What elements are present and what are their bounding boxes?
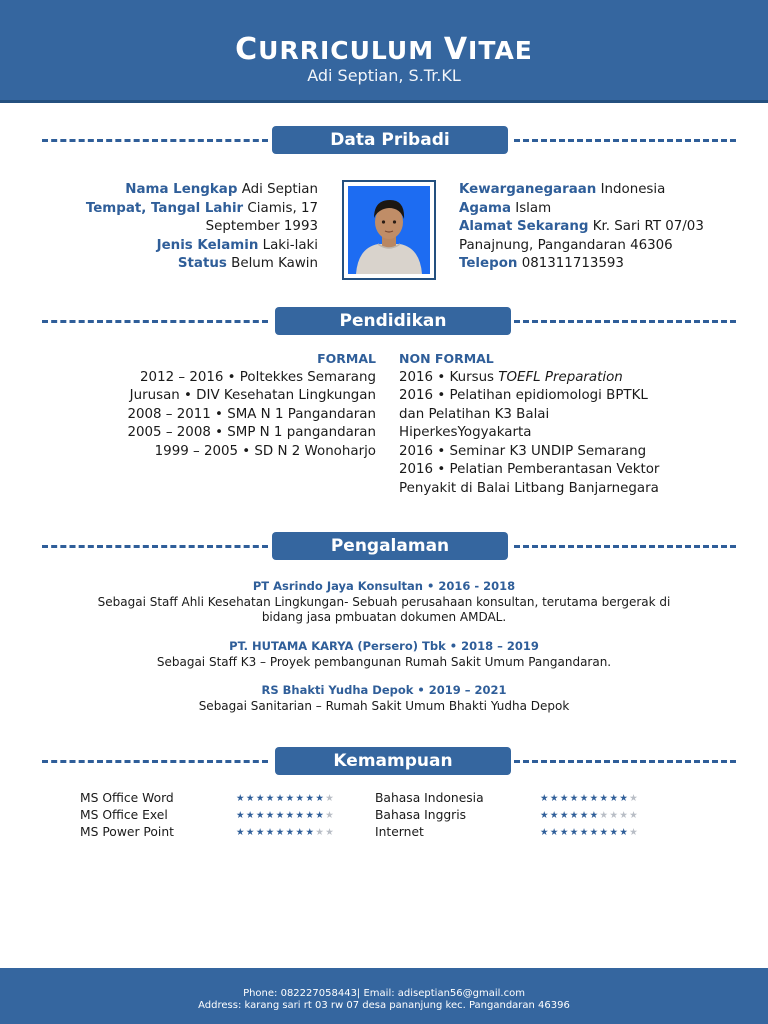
nonformal-item-prefix: 2016 • Kursus [399, 369, 499, 385]
star-filled-icon: ★ [599, 827, 610, 838]
info-jenis-kelamin [70, 237, 318, 256]
info-agama [459, 200, 749, 219]
star-filled-icon: ★ [305, 793, 316, 804]
star-filled-icon: ★ [295, 827, 306, 838]
star-filled-icon: ★ [579, 810, 590, 821]
experience-title: PT. HUTAMA KARYA (Persero) Tbk • 2018 – 2019 [229, 639, 539, 653]
star-filled-icon: ★ [540, 793, 550, 804]
section-header-data-pribadi [0, 126, 768, 156]
value-alamat-2: Panajnung, Pangandaran 46306 [459, 237, 673, 253]
header-banner [0, 0, 768, 103]
nonformal-item: 2016 • Pelatihan epidiomologi BPTKL [399, 388, 648, 403]
star-filled-icon: ★ [619, 827, 630, 838]
formal-item: Jurusan • DIV Kesehatan Lingkungan [129, 388, 376, 403]
nonformal-item: 2016 • Seminar K3 UNDIP Semarang [399, 443, 647, 459]
star-empty-icon: ★ [629, 810, 640, 821]
title-letter-v: V [443, 32, 469, 67]
photo-background [348, 186, 430, 274]
skills-right-ratings [540, 790, 639, 841]
star-filled-icon: ★ [245, 810, 256, 821]
divider-left [42, 760, 268, 763]
star-filled-icon: ★ [589, 810, 600, 821]
star-filled-icon: ★ [540, 827, 550, 838]
label-telepon: Telepon [459, 256, 518, 271]
experience-desc: Sebagai Sanitarian – Rumah Sakit Umum Bhakti Yudha Depok [198, 698, 570, 713]
document-title [0, 32, 768, 67]
info-telepon [459, 255, 749, 274]
star-filled-icon: ★ [569, 810, 580, 821]
label-agama: Agama [459, 200, 511, 216]
star-filled-icon: ★ [285, 793, 296, 804]
star-empty-icon: ★ [629, 827, 640, 838]
divider-left [42, 545, 268, 548]
skill-rating-stars [236, 790, 335, 807]
star-empty-icon: ★ [325, 793, 336, 804]
value-agama: Islam [515, 200, 552, 216]
nonformal-item: HiperkesYogyakarta [399, 425, 532, 440]
formal-item: 2008 – 2011 • SMA N 1 Pangandaran [127, 406, 376, 422]
star-filled-icon: ★ [315, 810, 326, 821]
star-filled-icon: ★ [579, 827, 590, 838]
star-filled-icon: ★ [609, 793, 620, 804]
value-alamat-1: Kr. Sari RT 07/03 [592, 219, 704, 234]
footer-banner [0, 968, 768, 1024]
value-ttl-1: Ciamis, 17 [247, 200, 318, 216]
info-kewarganegaraan [459, 181, 749, 200]
value-jenis-kelamin: Laki-laki [262, 237, 318, 253]
skill-name: Bahasa Indonesia [375, 791, 484, 805]
divider-left [42, 320, 268, 323]
experience-item [40, 683, 728, 714]
star-filled-icon: ★ [265, 810, 276, 821]
skill-rating-stars [540, 790, 639, 807]
star-filled-icon: ★ [589, 793, 600, 804]
star-filled-icon: ★ [295, 810, 306, 821]
formal-item: 2012 – 2016 • Poltekkes Semarang [140, 369, 376, 385]
section-header-pengalaman [0, 532, 768, 562]
star-filled-icon: ★ [559, 810, 570, 821]
label-alamat: Alamat Sekarang [459, 219, 589, 234]
info-ttl [70, 200, 318, 219]
value-status: Belum Kawin [231, 256, 318, 271]
label-jenis-kelamin: Jenis Kelamin [156, 237, 259, 253]
skill-rating-stars [540, 807, 639, 824]
divider-right [514, 139, 736, 142]
star-filled-icon: ★ [265, 827, 276, 838]
experience-item [40, 579, 728, 626]
skills-left-ratings [236, 790, 335, 841]
star-filled-icon: ★ [549, 827, 560, 838]
star-filled-icon: ★ [295, 793, 306, 804]
formal-item: 1999 – 2005 • SD N 2 Wonoharjo [154, 443, 376, 459]
star-filled-icon: ★ [275, 810, 286, 821]
star-filled-icon: ★ [236, 793, 246, 804]
star-empty-icon: ★ [325, 810, 336, 821]
label-ttl: Tempat, Tangal Lahir [85, 200, 244, 216]
section-title: Pendidikan [275, 307, 511, 335]
title-part-2: ITAE [468, 36, 533, 65]
star-filled-icon: ★ [315, 793, 326, 804]
section-title: Kemampuan [275, 747, 511, 775]
skill-rating-stars [236, 807, 335, 824]
divider-left [42, 139, 268, 142]
info-alamat [459, 218, 749, 237]
star-filled-icon: ★ [599, 793, 610, 804]
info-status [70, 255, 318, 274]
star-empty-icon: ★ [609, 810, 620, 821]
star-filled-icon: ★ [245, 827, 256, 838]
formal-heading: FORMAL [317, 351, 376, 366]
star-filled-icon: ★ [559, 827, 570, 838]
star-filled-icon: ★ [549, 810, 560, 821]
star-filled-icon: ★ [609, 827, 620, 838]
section-title: Pengalaman [272, 532, 508, 560]
star-filled-icon: ★ [540, 810, 550, 821]
star-empty-icon: ★ [315, 827, 326, 838]
experience-desc: bidang jasa pmbuatan dokumen AMDAL. [261, 610, 507, 624]
person-portrait-icon [348, 186, 430, 274]
label-status: Status [177, 256, 227, 271]
star-filled-icon: ★ [285, 827, 296, 838]
star-filled-icon: ★ [285, 810, 296, 821]
experience-desc: Sebagai Staff Ahli Kesehatan Lingkungan- Sebuah perusahaan konsultan, terutama bergerak di [97, 594, 671, 609]
skill-rating-stars [540, 824, 639, 841]
star-filled-icon: ★ [255, 810, 266, 821]
title-letter-c: C [235, 32, 259, 67]
divider-right [514, 320, 736, 323]
label-nama: Nama Lengkap [125, 182, 238, 197]
divider-right [514, 545, 736, 548]
nonformal-item: dan Pelatihan K3 Balai [399, 406, 550, 422]
star-filled-icon: ★ [255, 827, 266, 838]
formal-item: 2005 – 2008 • SMP N 1 pangandaran [127, 425, 376, 440]
star-filled-icon: ★ [589, 827, 600, 838]
star-filled-icon: ★ [305, 810, 316, 821]
star-empty-icon: ★ [619, 810, 630, 821]
star-filled-icon: ★ [275, 793, 286, 804]
skills-left-names [80, 790, 174, 841]
star-filled-icon: ★ [275, 827, 286, 838]
education-nonformal [399, 350, 739, 498]
profile-photo [342, 180, 436, 280]
star-filled-icon: ★ [619, 793, 630, 804]
star-filled-icon: ★ [579, 793, 590, 804]
star-filled-icon: ★ [236, 827, 246, 838]
value-nama: Adi Septian [241, 182, 318, 197]
nonformal-heading: NON FORMAL [399, 351, 494, 366]
divider-right [514, 760, 736, 763]
star-filled-icon: ★ [569, 793, 580, 804]
value-telepon: 081311713593 [521, 256, 624, 271]
nonformal-item [399, 369, 739, 388]
star-filled-icon: ★ [559, 793, 570, 804]
footer-contact: Phone: 082227058443| Email: adiseptian56@gmail.com [243, 988, 525, 999]
skill-name: Internet [375, 825, 424, 839]
personal-info-left [70, 181, 318, 274]
skill-name: MS Office Exel [80, 808, 168, 822]
section-title: Data Pribadi [272, 126, 508, 154]
nonformal-item-italic: TOEFL Preparation [498, 369, 623, 385]
star-filled-icon: ★ [265, 793, 276, 804]
star-filled-icon: ★ [305, 827, 316, 838]
experience-item [40, 639, 728, 670]
value-ttl-2: September 1993 [205, 219, 318, 234]
nonformal-item: Penyakit di Balai Litbang Banjarnegara [399, 480, 659, 496]
star-empty-icon: ★ [629, 793, 640, 804]
skills-right-names [375, 790, 484, 841]
skill-name: Bahasa Inggris [375, 808, 467, 822]
experience-desc: Sebagai Staff K3 – Proyek pembangunan Rumah Sakit Umum Pangandaran. [156, 654, 612, 669]
skill-rating-stars [236, 824, 335, 841]
section-header-pendidikan [0, 307, 768, 337]
section-header-kemampuan [0, 747, 768, 777]
nonformal-item: 2016 • Pelatian Pemberantasan Vektor [399, 462, 660, 477]
star-empty-icon: ★ [325, 827, 336, 838]
person-name: Adi Septian, S.Tr.KL [307, 66, 461, 85]
value-kewarganegaraan: Indonesia [600, 182, 666, 197]
experience-title: PT Asrindo Jaya Konsultan • 2016 - 2018 [252, 579, 516, 593]
star-filled-icon: ★ [549, 793, 560, 804]
personal-info-right [459, 181, 749, 274]
info-nama [70, 181, 318, 200]
experience-title: RS Bhakti Yudha Depok • 2019 – 2021 [261, 683, 507, 697]
skill-name: MS Power Point [80, 825, 174, 839]
star-empty-icon: ★ [599, 810, 610, 821]
star-filled-icon: ★ [255, 793, 266, 804]
education-formal [60, 350, 376, 461]
star-filled-icon: ★ [569, 827, 580, 838]
skill-name: MS Office Word [80, 791, 174, 805]
star-filled-icon: ★ [245, 793, 256, 804]
star-filled-icon: ★ [236, 810, 246, 821]
footer-address: Address: karang sari rt 03 rw 07 desa pananjung kec. Pangandaran 46396 [198, 1000, 570, 1011]
label-kewarganegaraan: Kewarganegaraan [459, 182, 597, 197]
title-part-1: URRICULUM [258, 36, 444, 65]
